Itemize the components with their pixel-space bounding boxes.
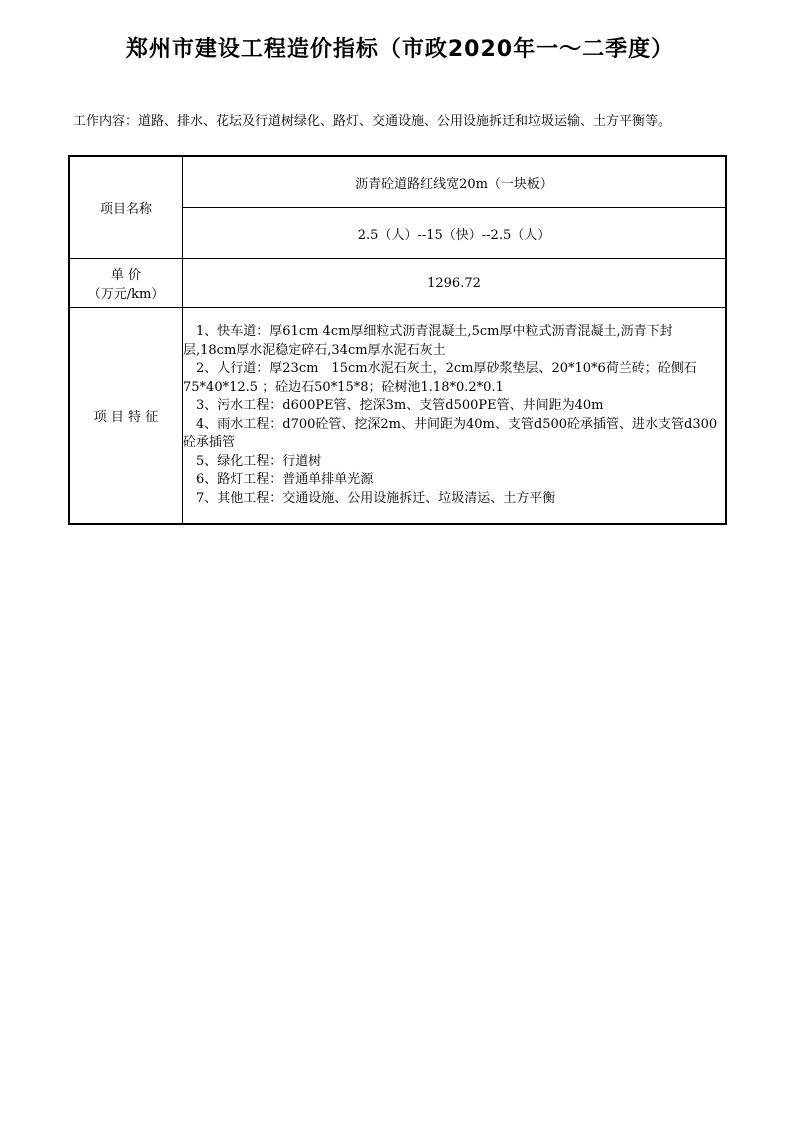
unit-price-label bbox=[69, 259, 183, 308]
features-cell bbox=[183, 308, 727, 525]
work-content: 工作内容：道路、排水、花坛及行道树绿化、路灯、交通设施、公用设施拆迁和垃圾运输、土方平衡等。 bbox=[73, 114, 672, 129]
feature-item-4: 4、雨水工程：d700砼管、挖深2m、井间距为40m、支管d500砼承插管、进水支管d300砼承插管 bbox=[183, 416, 718, 450]
feature-item-6: 6、路灯工程：普通单排单光源 bbox=[183, 472, 374, 487]
unit-price-value: 1296.72 bbox=[183, 259, 727, 308]
table-row bbox=[69, 156, 726, 208]
project-name-line2: 2.5（人）--15（快）--2.5（人） bbox=[183, 208, 727, 259]
features-label: 项 目 特 征 bbox=[69, 308, 183, 525]
feature-item-5: 5、绿化工程：行道树 bbox=[183, 453, 322, 469]
table-row bbox=[69, 308, 726, 525]
project-name-line1: 沥青砼道路红线宽20m（一块板） bbox=[183, 156, 727, 208]
project-name-label: 项目名称 bbox=[69, 156, 183, 259]
index-table bbox=[68, 155, 727, 525]
unit-price-label-line2: （万元/km） bbox=[87, 287, 165, 302]
feature-item-7: 7、其他工程：交通设施、公用设施拆迁、垃圾清运、土方平衡 bbox=[183, 490, 556, 506]
feature-item-2: 2、人行道：厚23cm 15cm水泥石灰土，2cm厚砂浆垫层、20*10*6荷兰砖；砼侧石75*40*12.5 ；砼边石50*15*8；砼树池1.18*0.2*0.1 bbox=[183, 361, 697, 395]
unit-price-label-line1: 单 价 bbox=[110, 268, 142, 283]
table-row bbox=[69, 259, 726, 308]
feature-item-3: 3、污水工程：d600PE管、挖深3m、支管d500PE管、井间距为40m bbox=[183, 398, 604, 413]
feature-item-1: 1、快车道：厚61cm 4cm厚细粒式沥青混凝土,5cm厚中粒式沥青混凝土,沥青下封层,18cm厚水泥稳定碎石,34cm厚水泥石灰土 bbox=[183, 324, 673, 358]
page-title: 郑州市建设工程造价指标（市政2020年一～二季度） bbox=[125, 37, 675, 62]
